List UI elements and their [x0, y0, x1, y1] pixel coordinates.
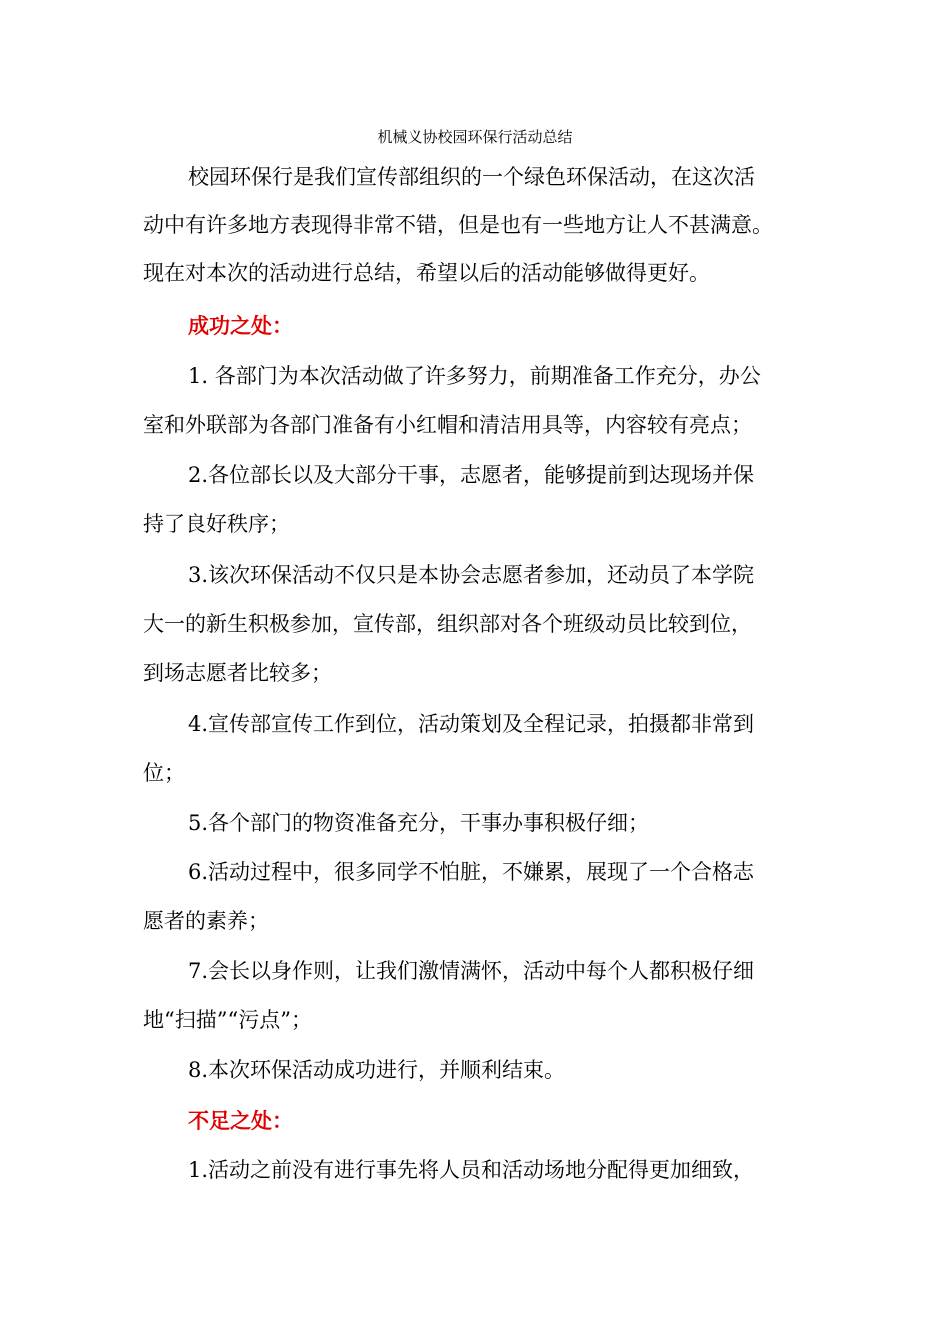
success-item-line: 到场志愿者比较多；: [143, 661, 332, 685]
success-item-line: 8.本次环保活动成功进行，并顺利结束。: [188, 1058, 566, 1082]
success-item-line: 7.会长以身作则，让我们激情满怀，活动中每个人都积极仔细: [188, 959, 755, 983]
success-item-line: 6.活动过程中，很多同学不怕脏，不嫌累，展现了一个合格志: [188, 860, 755, 884]
document-title: 机械义协校园环保行活动总结: [377, 128, 573, 146]
success-item-line: 持了良好秩序；: [143, 512, 290, 536]
shortcoming-heading: 不足之处：: [188, 1108, 293, 1133]
success-heading: 成功之处：: [188, 313, 293, 338]
success-item-line: 地“扫描”“污点”；: [143, 1008, 312, 1032]
success-item-line: 3.该次环保活动不仅只是本协会志愿者参加，还动员了本学院: [188, 563, 755, 587]
success-item-line: 愿者的素养；: [143, 909, 269, 933]
success-item-line: 室和外联部为各部门准备有小红帽和清洁用具等，内容较有亮点；: [143, 413, 752, 437]
success-item-line: 1. 各部门为本次活动做了许多努力，前期准备工作充分，办公: [188, 364, 761, 388]
success-item-line: 大一的新生积极参加，宣传部，组织部对各个班级动员比较到位，: [143, 612, 752, 636]
shortcoming-item-line: 1.活动之前没有进行事先将人员和活动场地分配得更加细致，: [188, 1158, 755, 1182]
success-item-line: 4.宣传部宣传工作到位，活动策划及全程记录，拍摄都非常到: [188, 712, 755, 736]
success-item-line: 2.各位部长以及大部分干事，志愿者，能够提前到达现场并保: [188, 463, 755, 487]
intro-line: 校园环保行是我们宣传部组织的一个绿色环保活动，在这次活: [188, 165, 755, 189]
success-item-line: 5.各个部门的物资准备充分，干事办事积极仔细；: [188, 811, 650, 835]
success-item-line: 位；: [143, 761, 185, 785]
intro-line: 现在对本次的活动进行总结，希望以后的活动能够做得更好。: [143, 261, 710, 285]
intro-line: 动中有许多地方表现得非常不错，但是也有一些地方让人不甚满意。: [143, 213, 773, 237]
